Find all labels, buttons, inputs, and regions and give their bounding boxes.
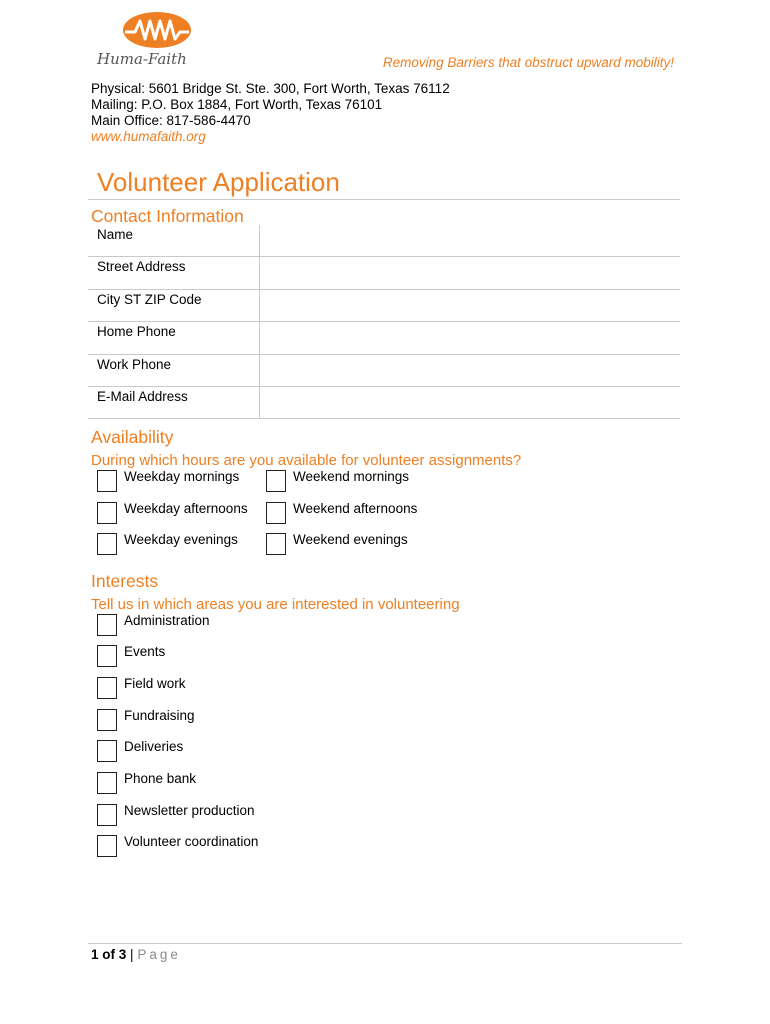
table-row	[88, 322, 680, 354]
title-divider	[88, 199, 680, 200]
option-label: Weekend evenings	[293, 532, 408, 547]
option-label: Phone bank	[124, 771, 197, 786]
logo-wordmark: Huma-Faith	[97, 50, 187, 68]
home-phone-field[interactable]	[259, 322, 680, 354]
availability-question: During which hours are you available for volunteer assignments?	[91, 452, 522, 469]
footer-separator: |	[130, 947, 134, 962]
field-label: Street Address	[88, 257, 259, 289]
field-label: Home Phone	[88, 322, 259, 354]
email-field[interactable]	[259, 386, 680, 418]
checkbox-icon[interactable]	[97, 804, 117, 826]
checkbox-icon[interactable]	[97, 740, 117, 762]
page-word: Page	[137, 947, 181, 962]
checkbox-icon[interactable]	[97, 645, 117, 667]
checkbox-icon[interactable]	[97, 470, 117, 492]
tagline: Removing Barriers that obstruct upward mobility!	[382, 55, 674, 70]
checkbox-icon[interactable]	[97, 835, 117, 857]
option-label: Weekday mornings	[124, 469, 240, 484]
page-number: 1 of 3	[91, 947, 127, 962]
option-label: Field work	[124, 676, 186, 691]
address-physical: Physical: 5601 Bridge St. Ste. 300, Fort Worth, Texas 76112	[91, 81, 450, 96]
interests-question: Tell us in which areas you are interested in volunteering	[91, 596, 460, 613]
address-mailing: Mailing: P.O. Box 1884, Fort Worth, Texas 76101	[91, 97, 383, 112]
table-row	[88, 257, 680, 289]
checkbox-icon[interactable]	[266, 533, 286, 555]
table-row	[88, 386, 680, 418]
name-field[interactable]	[259, 225, 680, 257]
checkbox-icon[interactable]	[97, 677, 117, 699]
field-label: City ST ZIP Code	[88, 289, 259, 321]
option-label: Deliveries	[124, 739, 184, 754]
option-label: Weekend mornings	[293, 469, 410, 484]
checkbox-icon[interactable]	[97, 772, 117, 794]
page-footer	[91, 947, 181, 962]
table-row	[88, 225, 680, 257]
checkbox-icon[interactable]	[97, 709, 117, 731]
contact-table	[88, 225, 680, 419]
street-address-field[interactable]	[259, 257, 680, 289]
table-row	[88, 354, 680, 386]
form-title: Volunteer Application	[97, 167, 340, 197]
huma-faith-logo	[95, 10, 220, 70]
option-label: Fundraising	[124, 708, 195, 723]
main-office-phone: Main Office: 817-586-4470	[91, 113, 251, 128]
option-label: Weekday afternoons	[124, 501, 248, 516]
interests-heading: Interests	[91, 571, 159, 591]
field-label: Name	[88, 225, 259, 257]
checkbox-icon[interactable]	[97, 614, 117, 636]
city-st-zip-field[interactable]	[259, 289, 680, 321]
option-label: Volunteer coordination	[124, 834, 259, 849]
footer-divider	[88, 943, 682, 944]
field-label: E-Mail Address	[88, 386, 259, 418]
checkbox-icon[interactable]	[97, 533, 117, 555]
website-link[interactable]: www.humafaith.org	[91, 129, 206, 144]
option-label: Newsletter production	[124, 803, 255, 818]
contact-heading: Contact Information	[91, 206, 244, 226]
field-label: Work Phone	[88, 354, 259, 386]
table-row	[88, 289, 680, 321]
option-label: Administration	[124, 613, 210, 628]
work-phone-field[interactable]	[259, 354, 680, 386]
checkbox-icon[interactable]	[97, 502, 117, 524]
checkbox-icon[interactable]	[266, 470, 286, 492]
option-label: Weekend afternoons	[293, 501, 418, 516]
option-label: Events	[124, 644, 166, 659]
availability-heading: Availability	[91, 427, 174, 447]
checkbox-icon[interactable]	[266, 502, 286, 524]
option-label: Weekday evenings	[124, 532, 238, 547]
